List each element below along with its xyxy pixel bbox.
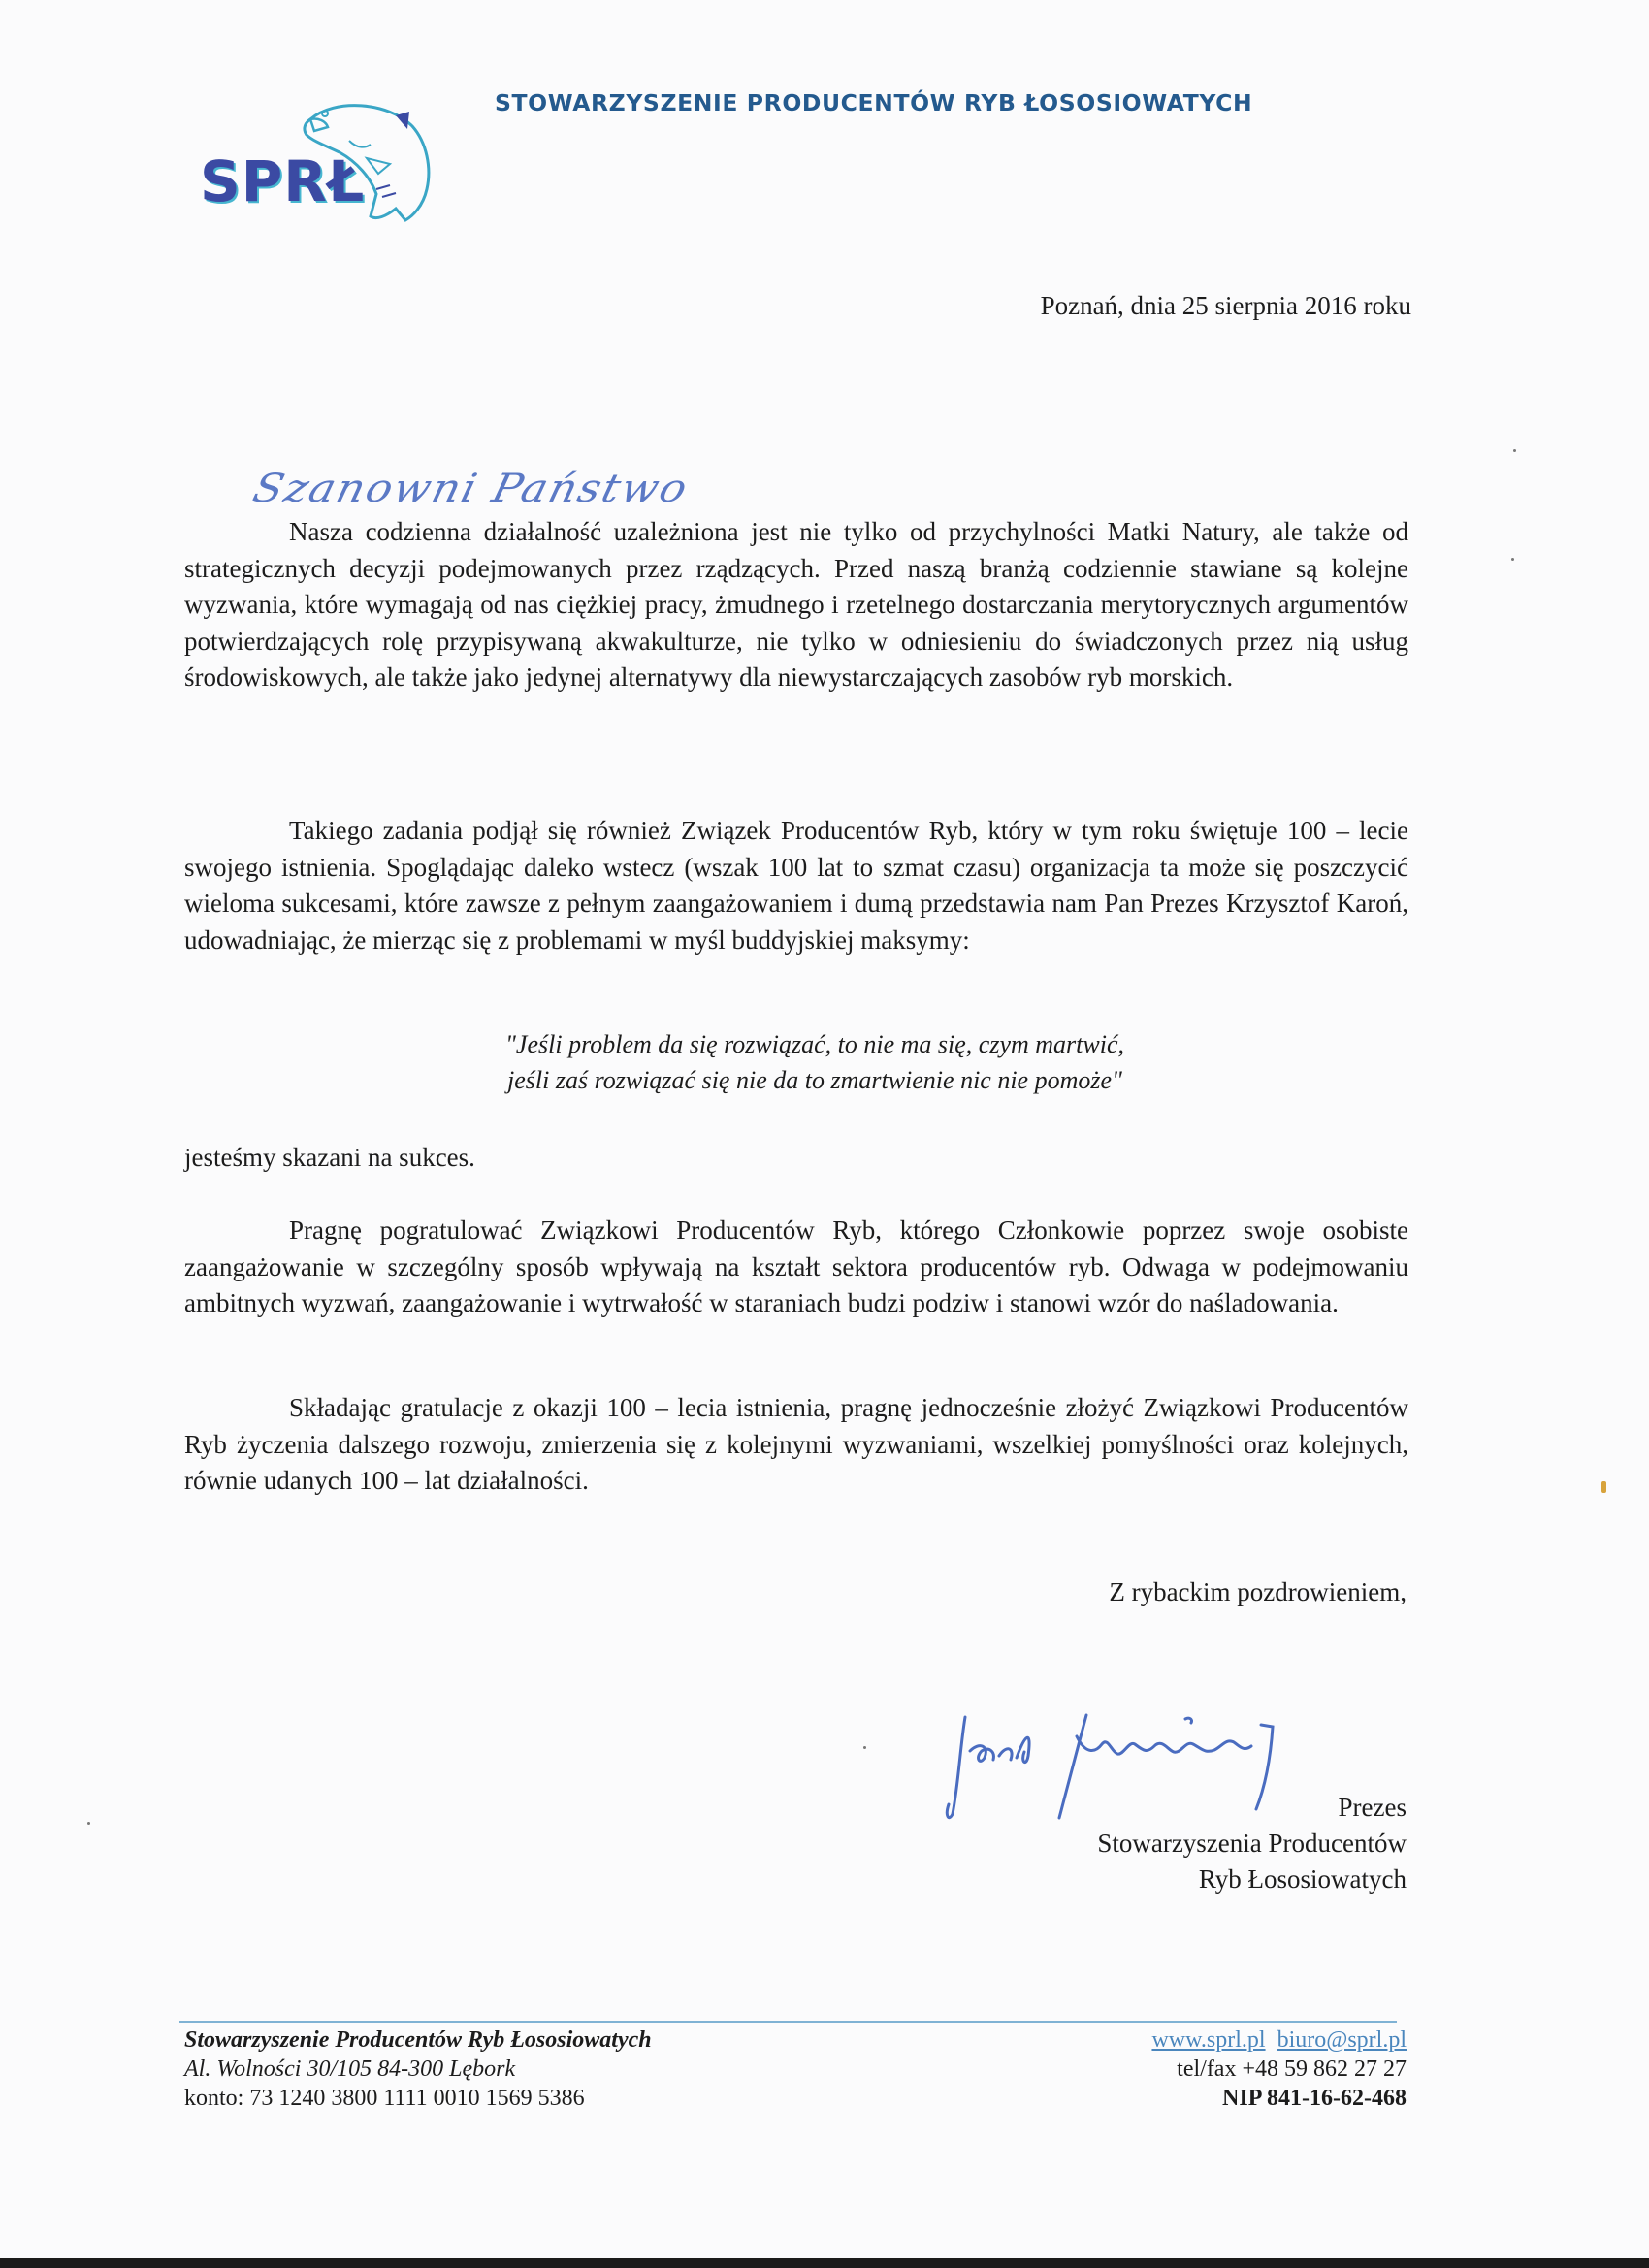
quote-line-1: "Jeśli problem da się rozwiązać, to nie ma się, czym martwić, [505, 1030, 1124, 1058]
footer-divider [179, 2021, 1397, 2023]
paragraph-5: Składając gratulacje z okazji 100 – lecia istnienia, pragnę jednocześnie złożyć Związkowi Producentów Ryb życzenia dalszego rozwoju, zmierzenia się z kolejnymi wyzwaniami, wszelkiej pomyślności oraz kolejnych, równie udanych 100 – lat działalności. [184, 1393, 1408, 1495]
scan-stain [1601, 1481, 1606, 1493]
signatory-organization-line-2: Ryb Łososiowatych [1198, 1864, 1406, 1894]
footer-bank-account: konto: 73 1240 3800 1111 0010 1569 5386 [184, 2086, 585, 2111]
date-line: Poznań, dnia 25 sierpnia 2016 roku [1040, 291, 1411, 320]
footer-address: Al. Wolności 30/105 84-300 Lębork [184, 2057, 516, 2082]
closing-line: Z rybackim pozdrowieniem, [1109, 1577, 1406, 1606]
paragraph-3: jesteśmy skazani na sukces. [184, 1143, 475, 1172]
footer-address-block [184, 2025, 652, 2113]
footer-org-name: Stowarzyszenie Producentów Ryb Łososiowatych [184, 2027, 652, 2053]
handwritten-salutation: Szanowni Państwo [248, 466, 694, 511]
scan-speck [1513, 449, 1516, 452]
paragraph-4: Pragnę pogratulować Związkowi Producentów Ryb, którego Członkowie poprzez swoje osobiste zaangażowanie w szczególny sposób wpływają na kształt sektora producentów ryb. Odwaga w podejmowaniu ambitnych wyzwań, zaangażowanie i wytrwałość w staraniach budzi podziw i stanowi wzór do naśladowania. [184, 1215, 1408, 1317]
footer-nip: NIP 841-16-62-468 [1222, 2086, 1406, 2111]
signatory-title: Prezes [1338, 1793, 1406, 1822]
scan-bottom-edge [0, 2258, 1649, 2268]
signatory-organization-line-1: Stowarzyszenia Producentów [1097, 1829, 1406, 1858]
paragraph-1: Nasza codzienna działalność uzależniona jest nie tylko od przychylności Matki Natury, ale także od strategicznych decyzji podejmowanych przez rządzących. Przed naszą branżą codziennie stawiane są kolejne wyzwania, które wymagają od nas ciężkiej pracy, żmudnego i rzetelnego dostarczania merytorycznych argumentów potwierdzających rolę przypisywaną akwakulturze, nie tylko w odniesieniu do świadczonych przez nią usług środowiskowych, ale także jako jedynej alternatywy dla niewystarczających zasobów ryb morskich. [184, 517, 1408, 692]
signatory-block [1097, 1790, 1406, 1897]
organization-title: STOWARZYSZENIE PRODUCENTÓW RYB ŁOSOSIOWATYCH [495, 89, 1253, 116]
quote-line-2: jeśli zaś rozwiązać się nie da to zmartwienie nic nie pomoże" [507, 1066, 1122, 1094]
buddhist-maxim-quote [456, 1026, 1174, 1098]
paragraph-2: Takiego zadania podjął się również Związek Producentów Ryb, który w tym roku świętuje 100 – lecie swojego istnienia. Spoglądając daleko wstecz (wszak 100 lat to szmat czasu) organizacja ta może się poszczycić wieloma sukcesami, które zawsze z pełnym zaangażowaniem i dumą przedstawia nam Pan Prezes Krzysztof Karoń, udowadniając, że mierząc się z problemami w myśl buddyjskiej maksymy: [184, 816, 1408, 955]
footer-phone: tel/fax +48 59 862 27 27 [1177, 2057, 1406, 2082]
scan-speck [87, 1822, 90, 1825]
footer-links-row [1151, 2025, 1406, 2055]
salmon-fish-icon [281, 92, 446, 223]
website-link[interactable]: www.sprl.pl [1151, 2027, 1266, 2053]
logo-text: SPRŁ [200, 148, 366, 214]
footer-contact-block [1151, 2025, 1406, 2113]
scan-speck [1511, 558, 1514, 561]
email-link[interactable]: biuro@sprl.pl [1277, 2027, 1406, 2053]
scan-speck [863, 1746, 866, 1749]
organization-logo [194, 92, 446, 228]
